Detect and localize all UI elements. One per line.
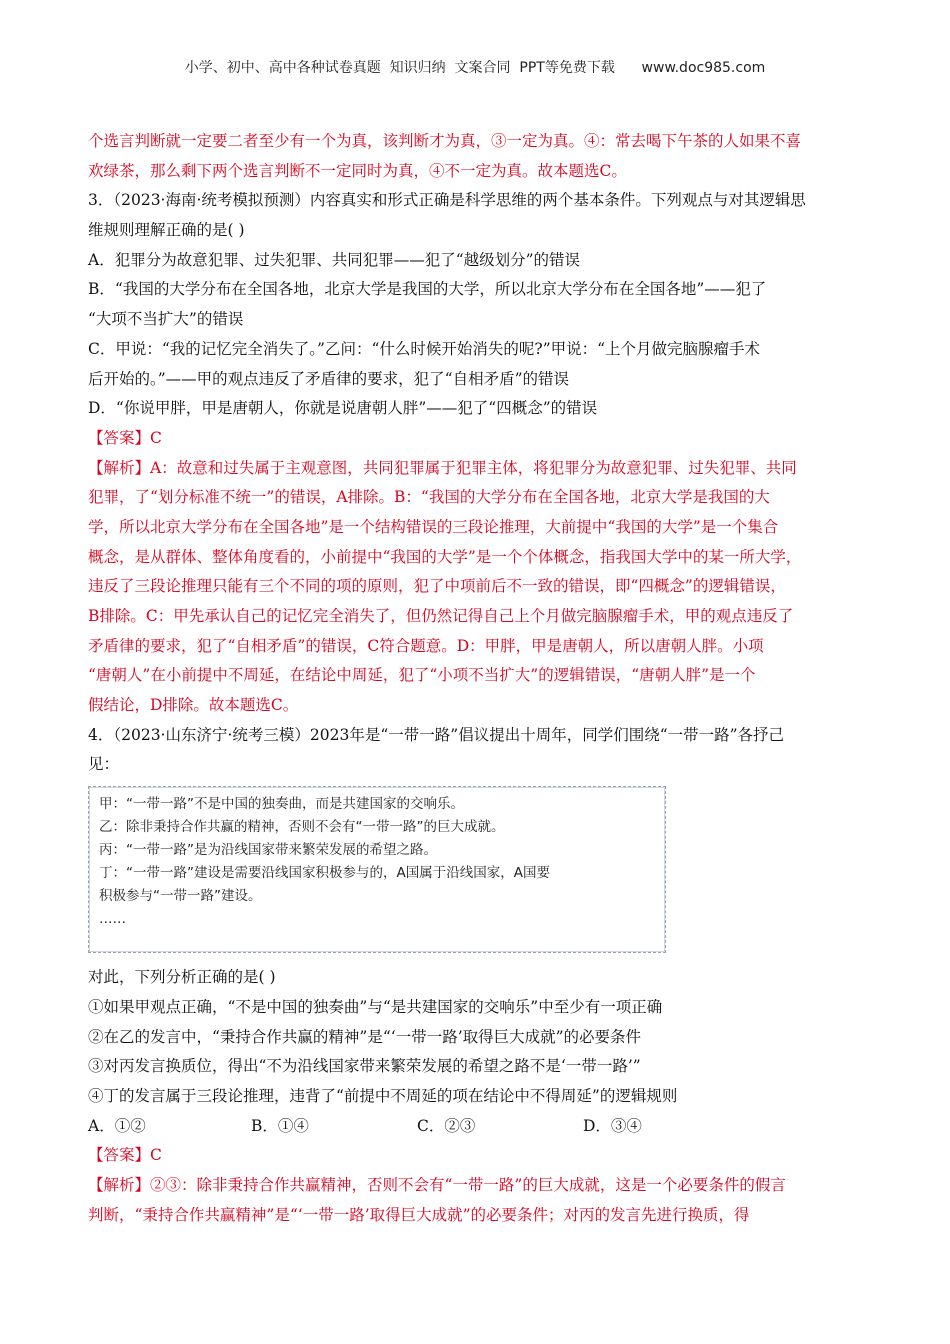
q3-option-a: A．犯罪分为故意犯罪、过失犯罪、共同犯罪——犯了“越级划分”的错误 xyxy=(88,250,581,269)
quote-line-ding-cont: 积极参与“一带一路”建设。 xyxy=(99,888,262,905)
quote-line-ellipsis: …… xyxy=(99,911,126,928)
q3-explanation-line: 概念，是从群体、整体角度看的，小前提中“我国的大学”是一个个体概念，指我国大学中的某一所大学， xyxy=(88,547,802,566)
q4-choice-c: C．②③ xyxy=(417,1116,476,1135)
q3-option-c-cont: 后开始的。”——甲的观点违反了矛盾律的要求，犯了“自相矛盾”的错误 xyxy=(88,369,570,388)
q4-stem: 见： xyxy=(88,755,120,774)
quote-line-yi: 乙：除非秉持合作共赢的精神，否则不会有“一带一路”的巨大成就。 xyxy=(99,819,505,836)
prev-explanation-line: 个选言判断就一定要二者至少有一个为真，该判断才为真，③一定为真。④：常去喝下午茶的人如果不喜 xyxy=(88,132,802,150)
q3-stem: 3．（2023·海南·统考模拟预测）内容真实和形式正确是科学思维的两个基本条件。下列观点与对其逻辑思 xyxy=(88,191,806,210)
q4-statement-4: ④丁的发言属于三段论推理，违背了“前提中不周延的项在结论中不得周延”的逻辑规则 xyxy=(88,1086,678,1105)
q3-explanation-line: B排除。C：甲先承认自己的记忆完全消失了，但仍然记得自己上个月做完脑腺瘤手术，甲的观点违反了 xyxy=(88,607,794,625)
quote-line-jia: 甲：“一带一路”不是中国的独奏曲，而是共建国家的交响乐。 xyxy=(99,796,464,813)
q3-option-c: C．甲说：“我的记忆完全消失了。”乙问：“什么时候开始消失的呢?”甲说：“上个月做完脑腺瘤手术 xyxy=(88,339,761,358)
document-body xyxy=(88,127,868,1230)
q3-explanation-line: 【解析】A：故意和过失属于主观意图，共同犯罪属于犯罪主体，将犯罪分为故意犯罪、过失犯罪、共同 xyxy=(88,458,797,477)
q3-explanation-line: 学，所以北京大学分布在全国各地”是一个结构错误的三段论推理，大前提中“我国的大学”是一个集合 xyxy=(88,517,779,536)
q3-explanation-line: 矛盾律的要求，犯了“自相矛盾”的错误，C符合题意。D：甲胖，甲是唐朝人，所以唐朝人胖。小项 xyxy=(88,636,764,655)
q4-answer: 【答案】C xyxy=(88,1146,162,1165)
q3-option-b: B．“我国的大学分布在全国各地，北京大学是我国的大学，所以北京大学分布在全国各地”——犯了 xyxy=(88,280,767,299)
quote-line-ding: 丁：“一带一路”建设是需要沿线国家积极参与的，A国属于沿线国家，A国要 xyxy=(99,865,550,882)
q4-choice-a: A．①② xyxy=(88,1116,146,1135)
page-header: 小学、初中、高中各种试卷真题 知识归纳 文案合同 PPT等免费下载 www.doc985.com xyxy=(184,60,766,76)
prev-explanation-line: 欢绿茶，那么剩下两个选言判断不一定同时为真，④不一定为真。故本题选C。 xyxy=(88,161,627,180)
q4-choice-b: B．①④ xyxy=(251,1116,309,1135)
q3-option-b-cont: “大项不当扩大”的错误 xyxy=(88,310,244,329)
q4-statement-2: ②在乙的发言中，“秉持合作共赢的精神”是“‘一带一路’取得巨大成就”的必要条件 xyxy=(88,1027,642,1046)
q4-quote-box xyxy=(88,786,666,953)
q4-explanation-line: 【解析】②③：除非秉持合作共赢精神，否则不会有“一带一路”的巨大成就，这是一个必要条件的假言 xyxy=(88,1175,786,1194)
q3-option-d: D．“你说甲胖，甲是唐朝人，你就是说唐朝人胖”——犯了“四概念”的错误 xyxy=(88,399,598,418)
q3-explanation-line: 违反了三段论推理只能有三个不同的项的原则，犯了中项前后不一致的错误，即“四概念”的逻辑错误， xyxy=(88,577,786,596)
q4-stem: 4．（2023·山东济宁·统考三模）2023年是“一带一路”倡议提出十周年，同学们围绕“一带一路”各抒己 xyxy=(88,725,785,744)
q4-statement-1: ①如果甲观点正确，“不是中国的独奏曲”与“是共建国家的交响乐”中至少有一项正确 xyxy=(88,997,663,1016)
q3-explanation-line: 假结论，D排除。故本题选C。 xyxy=(88,696,299,715)
q4-choices xyxy=(88,1112,868,1142)
q3-explanation-line: 犯罪，了“划分标准不统一”的错误，A排除。B：“我国的大学分布在全国各地，北京大学是我国的大 xyxy=(88,488,770,507)
q4-choice-d: D．③④ xyxy=(583,1116,642,1135)
quote-line-bing: 丙：“一带一路”是为沿线国家带来繁荣发展的希望之路。 xyxy=(99,842,437,859)
q4-prompt: 对此，下列分析正确的是( ) xyxy=(88,968,276,987)
q4-statement-3: ③对丙发言换质位，得出“不为沿线国家带来繁荣发展的希望之路不是‘一带一路’” xyxy=(88,1057,641,1076)
q3-stem: 维规则理解正确的是( ) xyxy=(88,221,245,240)
q4-explanation-line: 判断，“秉持合作共赢精神”是“‘一带一路’取得巨大成就”的必要条件；对丙的发言先进行换质，得 xyxy=(88,1205,750,1224)
q3-explanation-line: “唐朝人”在小前提中不周延，在结论中周延，犯了“小项不当扩大”的逻辑错误，“唐朝人胖”是一个 xyxy=(88,666,756,685)
q3-answer: 【答案】C xyxy=(88,428,162,447)
